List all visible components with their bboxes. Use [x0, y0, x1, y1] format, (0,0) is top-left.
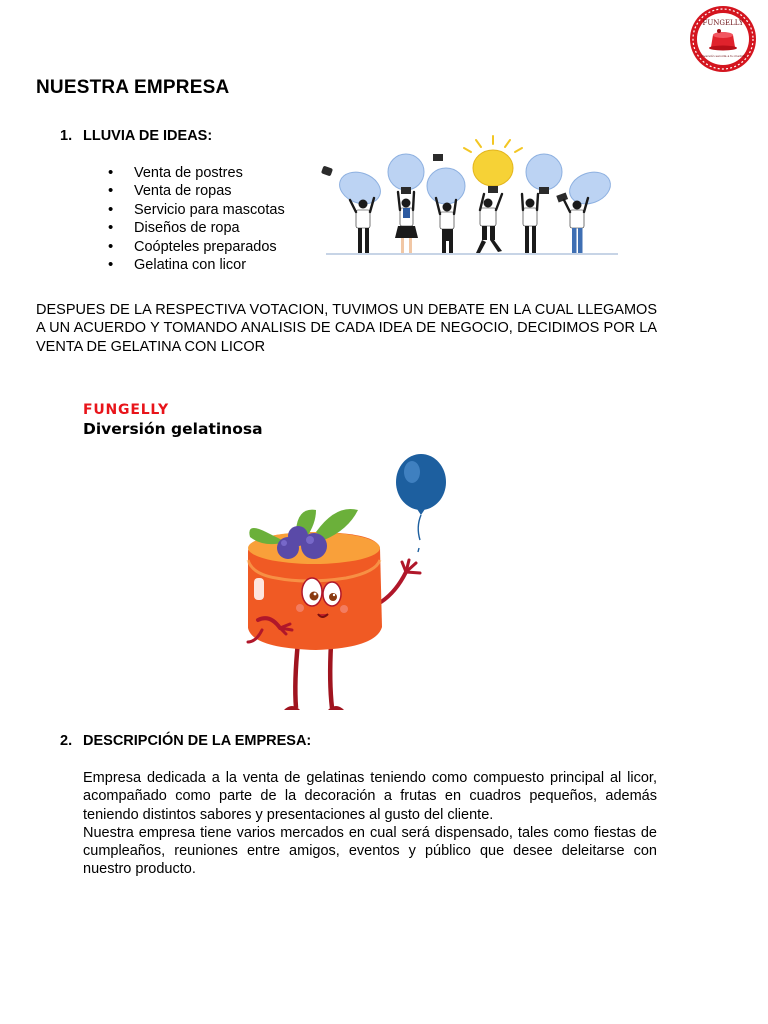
section-1-number: 1. [60, 128, 73, 144]
section-2-heading [60, 733, 311, 749]
jelly-mascot-illustration [236, 452, 466, 718]
idea-item: • Coópteles preparados [108, 238, 285, 256]
company-description [83, 769, 657, 879]
description-paragraph: Nuestra empresa tiene varios mercados en cual será dispensado, tales como fiestas de cumpleaños, reuniones entre amigos, eventos y público que desee deleitarse con nuestro producto. [83, 824, 657, 878]
ideas-list [108, 164, 285, 274]
section-2-number: 2. [60, 733, 73, 749]
section-1-heading [60, 128, 212, 144]
idea-item: • Venta de postres [108, 164, 285, 182]
page-title: NUESTRA EMPRESA [36, 77, 230, 98]
section-2-title: DESCRIPCIÓN DE LA EMPRESA: [83, 733, 312, 749]
fungelly-logo [686, 5, 760, 73]
section-1-title: LLUVIA DE IDEAS: [83, 128, 213, 144]
description-paragraph: Empresa dedicada a la venta de gelatinas teniendo como compuesto principal al licor, acompañado como parte de la decoración a frutas en cuadros pequeños, además teniendo distintos sabores y presentaciones al gusto del cliente. [83, 770, 657, 823]
voting-summary-paragraph: DESPUES DE LA RESPECTIVA VOTACION, TUVIMOS UN DEBATE EN LA CUAL LLEGAMOS A UN ACUERDO Y TOMANDO ANALISIS DE CADA IDEA DE NEGOCIO, DECIDIMOS POR LA VENTA DE GELATINA CON LICOR [36, 302, 657, 355]
idea-item: • Diseños de ropa [108, 219, 285, 237]
svg-text:Diversión servida a tu medida: Diversión servida a tu medida [700, 54, 746, 58]
balloon-icon [396, 454, 446, 552]
people-group [350, 192, 588, 253]
brand-tagline: Diversión gelatinosa [83, 420, 263, 438]
brand-name: FUNGELLY [83, 402, 169, 418]
light-bulbs-illustration [318, 132, 624, 260]
svg-text:FUNGELLY: FUNGELLY [702, 19, 744, 27]
idea-item: • Gelatina con licor [108, 256, 285, 274]
idea-item: • Venta de ropas [108, 182, 285, 200]
idea-item: • Servicio para mascotas [108, 201, 285, 219]
